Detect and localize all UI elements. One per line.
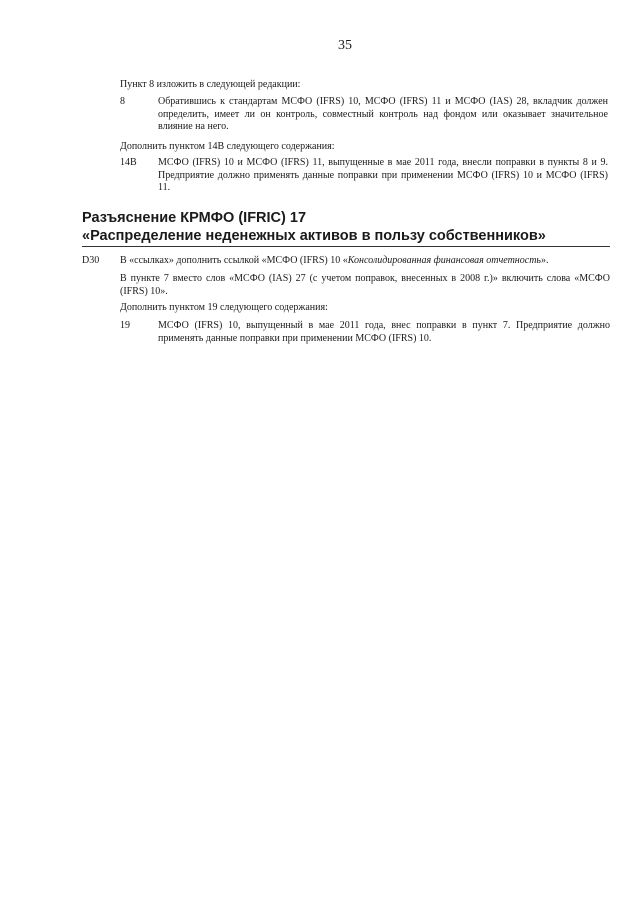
- paragraph-number: 19: [120, 320, 130, 331]
- section-heading-line-1: Разъяснение КРМФО (IFRIC) 17: [82, 210, 307, 226]
- d30-reference-text: [120, 255, 610, 266]
- section-heading-line-2: «Распределение неденежных активов в пользу собственников»: [82, 228, 546, 244]
- paragraph-text: МСФО (IFRS) 10, выпущенный в мае 2011 года, внес поправки в пункт 7. Предприятие должно применять данные поправки при применении МСФО (IFRS) 10.: [158, 320, 610, 344]
- d30-label: D30: [82, 255, 100, 266]
- d30-text-after: ».: [540, 255, 549, 266]
- d30-text-italic: Консолидированная финансовая отчетность: [347, 255, 541, 266]
- paragraph-7-amendment: В пункте 7 вместо слов «МСФО (IAS) 27 (с учетом поправок, внесенных в 2008 г.)» включить слова «МСФО (IFRS) 10».: [120, 273, 610, 297]
- amendment-19-intro: Дополнить пунктом 19 следующего содержания:: [120, 302, 328, 313]
- amendment-14b-intro: Дополнить пунктом 14В следующего содержания:: [120, 141, 335, 152]
- paragraph-text: Обратившись к стандартам МСФО (IFRS) 10, МСФО (IFRS) 11 и МСФО (IAS) 28, вкладчик должен определить, имеет ли он контроль, совместный контроль над фондом или оказывает значительное влияние на него.: [158, 96, 608, 132]
- paragraph-text: МСФО (IFRS) 10 и МСФО (IFRS) 11, выпущенные в мае 2011 года, внесли поправки в пункты 8 и 9. Предприятие должно применять данные поправки при применении МСФО (IFRS) 10 и МСФО (IFRS) 11.: [158, 157, 608, 193]
- section-heading: [82, 209, 610, 247]
- paragraph-number: 8: [120, 96, 125, 107]
- d30-text-before: В «ссылках» дополнить ссылкой «МСФО (IFRS) 10 «: [120, 255, 348, 266]
- page-number: 35: [338, 38, 352, 53]
- amendment-19-item: [120, 320, 610, 350]
- amendment-8-intro: Пункт 8 изложить в следующей редакции:: [120, 79, 301, 90]
- amendment-14b-item: [120, 157, 608, 197]
- amendment-8-item: [120, 96, 608, 136]
- paragraph-number: 14В: [120, 157, 137, 168]
